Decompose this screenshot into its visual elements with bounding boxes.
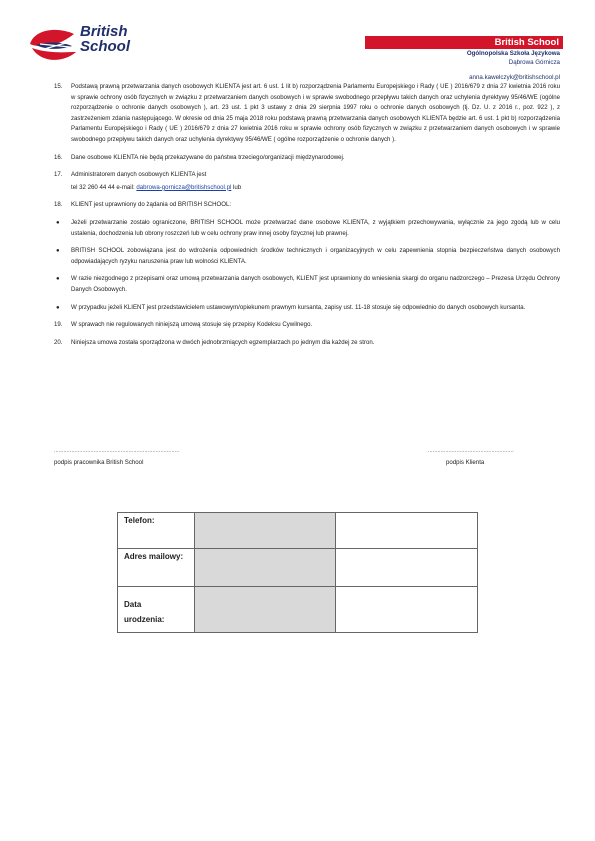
clause-16: 16. Dane osobowe KLIENTA nie będą przekazywane do państwa trzeciego/organizacji międzynarodowej.	[54, 153, 345, 161]
bullet-icon: ●	[56, 304, 60, 311]
contact-email-link[interactable]: dabrowa-gornicza@britishschool.pl	[136, 183, 232, 191]
clause-17: 17. Administratorem danych osobowych KLIENTA jest	[54, 171, 207, 179]
clause-18: 18. KLIENT jest uprawniony do żądania od BRITISH SCHOOL:	[54, 201, 232, 209]
phone-extra-field[interactable]	[336, 513, 478, 549]
employee-signature-label: podpis pracownika British School	[54, 459, 144, 466]
clause-19: 19. W sprawach nie regulowanych niniejszą umową stosuje się przepisy Kodeksu Cywilnego.	[54, 321, 313, 329]
birthdate-extra-field[interactable]	[336, 587, 478, 633]
table-row	[118, 513, 478, 549]
clause-17-contact: tel 32 260 44 44 e-mail: dabrowa-gornicza@britishschool.pl lub	[71, 183, 242, 191]
clause-18-text: KLIENT jest uprawniony do żądania od BRITISH SCHOOL:	[71, 201, 232, 209]
brand-email: anna.kawelczyk@britishschool.pl	[469, 74, 560, 81]
clause-15-text: Podstawą prawną przetwarzania danych osobowych KLIENTA jest art. 6 ust. 1 lit b) rozporządzenia Parlamentu Europejskiego i Rady ( UE ) 2016/679 z dnia 27 kwietnia 2016 roku w sprawie ochrony osób fizycznych w związku z przetwarzaniem danych osobowych i w sprawie swobodnego przepływu takich danych oraz uchylenia dyrektywy 95/46/WE (ogólne rozporządzenie o ochronie danych osobowych ), art. 23 ust. 1 pkt 3 ustawy z dnia 29 sierpnia 1997 roku o ochronie danych osobowych (tj. Dz. U. z 2016 r., poz. 922 ), z zastrzeżeniem zdania następującego. W okresie od dnia 25 maja 2018 roku podstawą prawną przetwarzania danych osobowych KLIENTA będzie art. 6 ust. 1 pkt b) rozporządzenia Parlamentu Europejskiego i Rady ( UE ) 2016/679 z dnia 27 kwietnia 2016 roku w sprawie ochrony osób fizycznych w związku z przetwarzaniem danych osobowych i w sprawie swobodnego przepływu takich danych oraz uchylenia dyrektywy 95/46/WE ( ogólne rozporządzenie o ochronie danych ).	[71, 83, 560, 143]
bullet-item: ● Jeżeli przetwarzanie zostało ograniczone, BRITISH SCHOOL może przetwarzać dane osobowe KLIENTA, z wyjątkiem przechowywania, wyłącznie za jego zgodą lub w celu ustalenia, dochodzenia lub obrony roszczeń lub w celu ochrony praw innej osoby fizycznej lub prawnej.	[56, 218, 560, 237]
email-label: Adres mailowy:	[118, 549, 195, 587]
phone-field[interactable]	[195, 513, 336, 549]
brand-city: Dąbrowa Górnicza	[508, 59, 560, 66]
client-signature-line: ......................................................	[428, 448, 514, 454]
clause-20: 20. Niniejsza umowa została sporządzona w dwóch jednobrzmiących egzemplarzach po jednym dla każdej ze stron.	[54, 338, 375, 346]
bullet-icon: ●	[56, 219, 60, 226]
clause-20-text: Niniejsza umowa została sporządzona w dwóch jednobrzmiących egzemplarzach po jednym dla każdej ze stron.	[71, 338, 375, 346]
bullet-icon: ●	[56, 248, 60, 255]
employee-signature-line: ...............................................................................	[54, 448, 180, 454]
brand-bar-title: British School	[494, 37, 559, 48]
brand-subtitle: Ogólnopolska Szkoła Językowa	[466, 50, 560, 57]
clause-15: 15. Podstawą prawną przetwarzania danych osobowych KLIENTA jest art. 6 ust. 1 lit b) rozporządzenia Parlamentu Europejskiego i Rady ( UE ) 2016/679 z dnia 27 kwietnia 2016 roku w sprawie ochrony osób fizycznych w związku z przetwarzaniem danych osobowych i w sprawie swobodnego przepływu takich danych oraz uchylenia dyrektywy 95/46/WE (ogólne rozporządzenie o ochronie danych osobowych ), art. 23 ust. 1 pkt 3 ustawy z dnia 29 sierpnia 1997 roku o ochronie danych osobowych (tj. Dz. U. z 2016 r., poz. 922 ), z zastrzeżeniem zdania następującego. W okresie od dnia 25 maja 2018 roku podstawą prawną przetwarzania danych osobowych KLIENTA będzie art. 6 ust. 1 pkt b) rozporządzenia Parlamentu Europejskiego i Rady ( UE ) 2016/679 z dnia 27 kwietnia 2016 roku w sprawie ochrony osób fizycznych w związku z przetwarzaniem danych osobowych i w sprawie swobodnego przepływu takich danych oraz uchylenia dyrektywy 95/46/WE ( ogólne rozporządzenie o ochronie danych ).	[54, 83, 560, 143]
bullet-icon: ●	[56, 276, 60, 283]
brand-bar	[365, 36, 563, 49]
client-info-table	[117, 512, 478, 633]
table-row	[118, 549, 478, 587]
phone-label: Telefon:	[118, 513, 195, 549]
clause-17-text: Administratorem danych osobowych KLIENTA jest	[71, 171, 207, 179]
client-signature-label: podpis Klienta	[446, 459, 485, 466]
email-field[interactable]	[195, 549, 336, 587]
bullet-item: ● W razie niezgodnego z przepisami oraz umową przetwarzania danych osobowych, KLIENT jest uprawniony do wniesienia skargi do organu nadzorczego – Prezesa Urzędu Ochrony Danych Osobowych.	[56, 275, 560, 293]
clause-19-text: W sprawach nie regulowanych niniejszą umową stosuje się przepisy Kodeksu Cywilnego.	[71, 321, 313, 329]
email-extra-field[interactable]	[336, 549, 478, 587]
logo-text: British School	[80, 23, 131, 55]
table-row	[118, 587, 478, 633]
bullet-item: ● BRITISH SCHOOL zobowiązana jest do wdrożenia odpowiednich środków technicznych i organizacyjnych w celu zapewnienia stopnia bezpieczeństwa danych osobowych odpowiadających ryzyku naruszenia praw lub wolności KLIENTA.	[56, 247, 560, 265]
document-body	[54, 82, 560, 355]
birthdate-label: Data urodzenia:	[118, 587, 195, 633]
birthdate-field[interactable]	[195, 587, 336, 633]
clause-16-text: Dane osobowe KLIENTA nie będą przekazywane do państwa trzeciego/organizacji międzynarodowej.	[71, 153, 345, 161]
bullet-item: ● W przypadku jeżeli KLIENT jest przedstawicielem ustawowym/opiekunem prawnym kursanta, zapisy ust. 11-18 stosuje się odpowiednio do danych osobowych kursanta.	[54, 303, 560, 314]
